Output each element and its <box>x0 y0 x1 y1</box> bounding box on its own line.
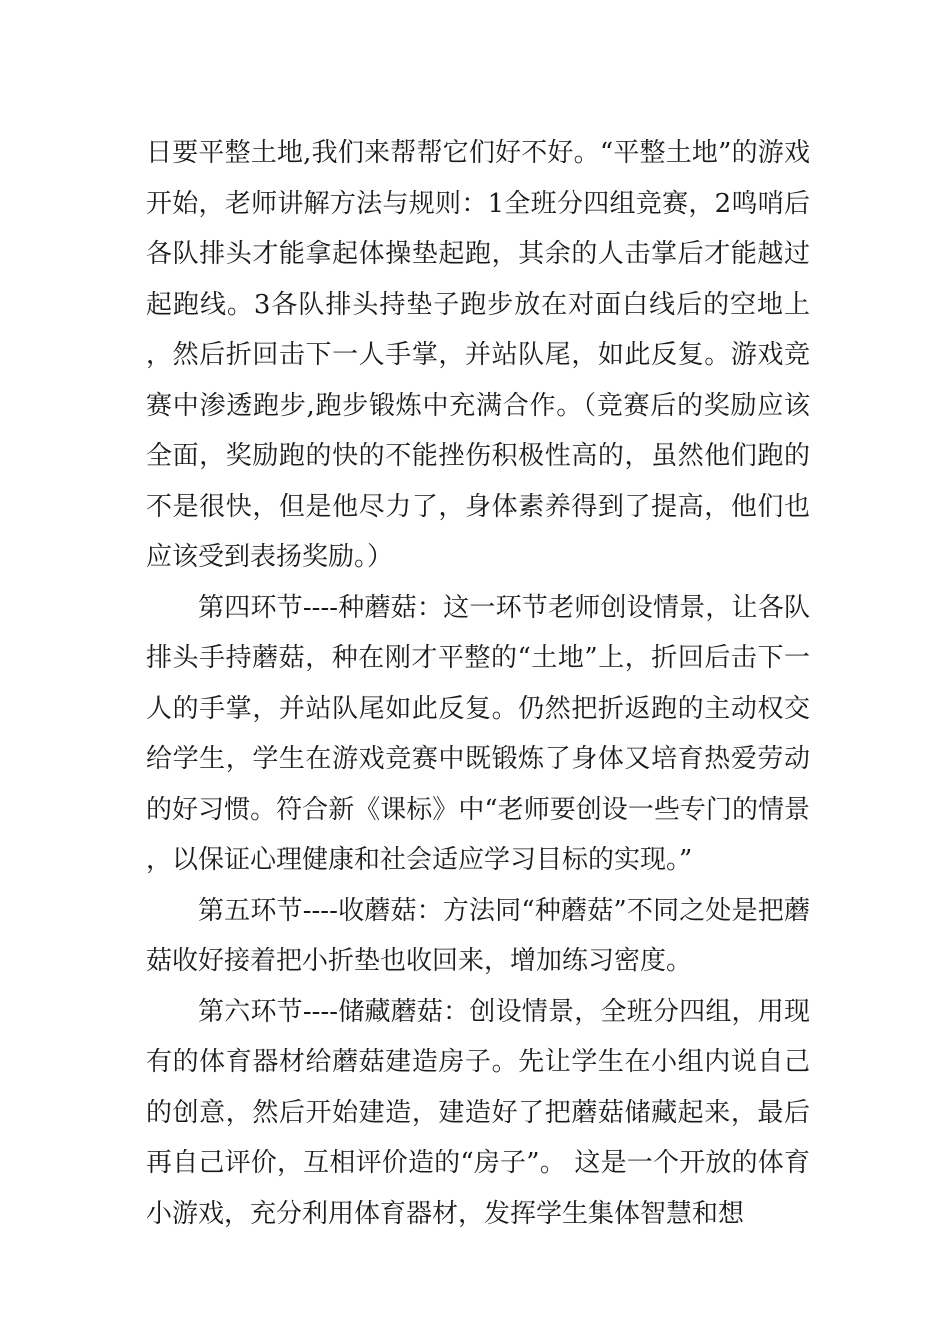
paragraph-continued: 日要平整土地,我们来帮帮它们好不好。“平整土地”的游戏开始，老师讲解方法与规则：1全班分四组竞赛，2鸣哨后各队排头才能拿起体操垫起跑，其余的人击掌后才能越过起跑线。3各队排头持垫子跑步放在对面白线后的空地上，然后折回击下一人手掌，并站队尾，如此反复。游戏竞赛中渗透跑步,跑步锻炼中充满合作。（竞赛后的奖励应该全面，奖励跑的快的不能挫伤积极性高的，虽然他们跑的不是很快，但是他尽力了，身体素养得到了提高，他们也应该受到表扬奖励。） <box>146 138 810 572</box>
paragraph-step-six: 第六环节----储藏蘑菇：创设情景，全班分四组，用现有的体育器材给蘑菇建造房子。先让学生在小组内说自己的创意，然后开始建造，建造好了把蘑菇储藏起来，最后再自己评价，互相评价造的“房子”。 这是一个开放的体育小游戏，充分利用体育器材，发挥学生集体智慧和想 <box>146 996 810 1229</box>
paragraph-step-five: 第五环节----收蘑菇：方法同“种蘑菇”不同之处是把蘑菇收好接着把小折垫也收回来，增加练习密度。 <box>146 895 810 976</box>
document-body <box>146 128 810 1239</box>
paragraph-step-four: 第四环节----种蘑菇：这一环节老师创设情景，让各队排头手持蘑菇，种在刚才平整的“土地”上，折回后击下一人的手掌，并站队尾如此反复。仍然把折返跑的主动权交给学生，学生在游戏竞赛中既锻炼了身体又培育热爱劳动的好习惯。符合新《课标》中“老师要创设一些专门的情景，以保证心理健康和社会适应学习目标的实现。” <box>146 592 810 875</box>
